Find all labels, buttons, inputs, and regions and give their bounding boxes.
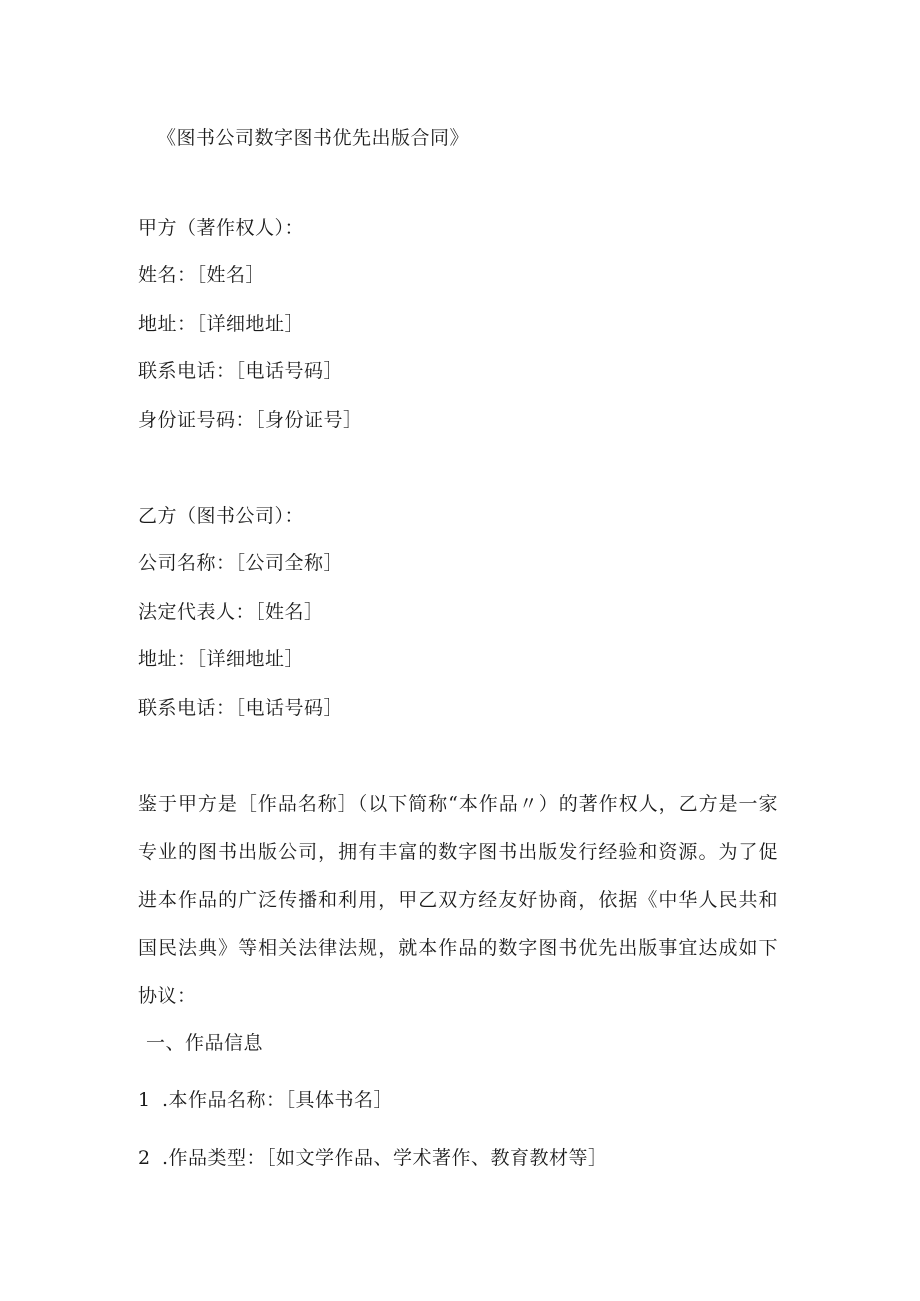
party-a-name: 姓名：［姓名］ [138, 264, 266, 286]
preamble-paragraph: 鉴于甲方是［作品名称］（以下简称“本作品〃）的著作权人，乙方是一家专业的图书出版公司，拥有丰富的数字图书出版发行经验和资源。为了促进本作品的广泛传播和利用，甲乙双方经友好协商，依据《中华人民共和国民法典》等相关法律法规，就本作品的数字图书优先出版事宜达成如下协议： [138, 793, 778, 1007]
party-b-company: 公司名称：［公司全称］ [138, 552, 344, 574]
list-item-number: 2 [138, 1147, 151, 1169]
party-b-phone: 联系电话：［电话号码］ [138, 697, 344, 719]
party-a-address: 地址：［详细地址］ [138, 313, 305, 335]
section-1-heading: 一、作品信息 [146, 1032, 264, 1054]
party-a-heading: 甲方（著作权人）： [138, 217, 305, 239]
list-item [138, 1146, 608, 1170]
party-a-id-number: 身份证号码：［身份证号］ [138, 409, 363, 431]
list-item-text: .作品类型：［如文学作品、学术著作、教育教材等］ [162, 1147, 608, 1169]
party-a-phone: 联系电话：［电话号码］ [138, 360, 344, 382]
list-item [138, 1088, 393, 1112]
party-b-legal-rep: 法定代表人：［姓名］ [138, 601, 324, 623]
list-item-text: .本作品名称：［具体书名］ [162, 1089, 394, 1111]
document-title: 《图书公司数字图书优先出版合同》 [157, 127, 470, 149]
list-item-number: 1 [138, 1089, 151, 1111]
party-b-heading: 乙方（图书公司）： [138, 505, 305, 527]
party-b-address: 地址：［详细地址］ [138, 648, 305, 670]
